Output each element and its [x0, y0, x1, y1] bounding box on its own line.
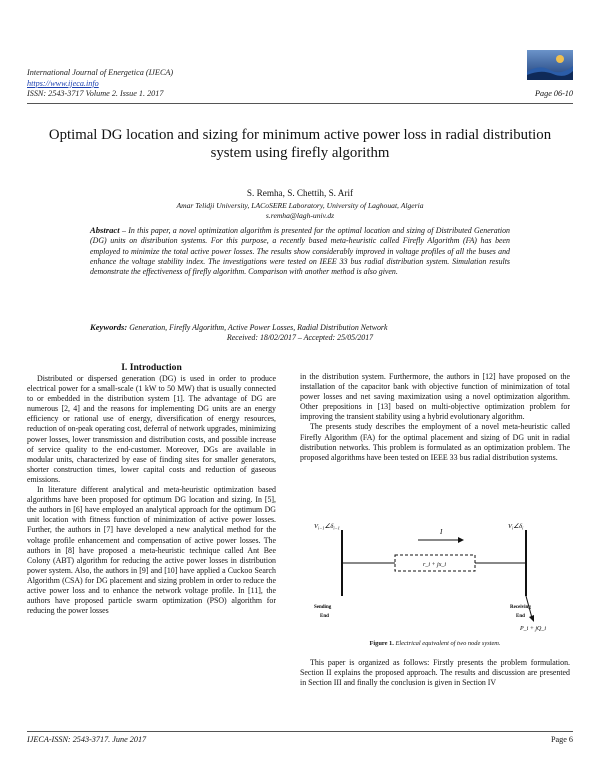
affiliation-block — [0, 201, 600, 220]
footer-page-number: Page 6 — [550, 735, 573, 744]
journal-url-link[interactable]: https://www.ijeca.info — [27, 78, 99, 88]
footer-rule — [27, 731, 573, 732]
intro-paragraph-3: in the distribution system. Furthermore, the authors in [12] have proposed on the installation of the capacitor bank with objective function of minimization of total power losses and net saving maximization using a novel optimization algorithm. Other prepositions in [13] based on multi-objective optimization problem for improving the transient stability using a hybrid evolutionary algorithm. — [300, 372, 570, 422]
voltage-left-label: $V_{i-1}\angle\delta_{i-1}$ — [314, 523, 340, 531]
received-accepted-dates: Received: 18/02/2017 – Accepted: 25/05/2017 — [226, 333, 374, 342]
keywords-text: Generation, Firefly Algorithm, Active Power Losses, Radial Distribution Network — [127, 323, 388, 332]
figure-two-node-system — [300, 516, 570, 634]
journal-header — [27, 68, 573, 100]
paper-authors: S. Remha, S. Chettih, S. Arif — [246, 188, 354, 198]
load-arrowhead — [529, 615, 534, 622]
current-arrowhead — [458, 537, 464, 543]
right-column-bottom — [300, 658, 570, 688]
receiving-label: Receiving — [510, 605, 531, 610]
figure-caption-label: Figure 1. — [369, 640, 394, 647]
footer-issn: IJECA-ISSN: 2543-3717. June 2017 — [27, 735, 147, 744]
keywords-label: Keywords: — [90, 322, 128, 332]
sending-end-label: End — [320, 614, 329, 619]
abstract — [90, 225, 510, 277]
journal-name: International Journal of Energetica (IJECA) — [27, 68, 174, 77]
page-range: Page 06-10 — [535, 89, 573, 98]
abstract-label: Abstract — [90, 225, 120, 235]
abstract-text: – In this paper, a novel optimization algorithm is presented for the optimal location and sizing of Distributed Generation (DG) units on distribution systems. For this purpose, a recently based meta-heuristic called Firefly Algorithm (FA) has been employed to minimize the total active power losses. The results show considerably improved in voltage profiles of all the buses and enhance the voltage stability index. The investigations were tested on IEEE 33 bus radial distribution system. Simulation results demonstrate the effectiveness of firefly algorithm. Comparison with another method is also given. — [90, 226, 510, 277]
load-label: P_i + jQ_i — [520, 626, 547, 632]
header-rule — [27, 103, 573, 104]
figure-caption-text: Electrical equivalent of two node system. — [395, 640, 501, 647]
impedance-label: r_i + jx_i — [423, 562, 447, 568]
figure-caption — [300, 640, 570, 647]
right-column — [300, 372, 570, 463]
author-email: s.remha@lagh-univ.dz — [265, 210, 335, 220]
intro-paragraph-5: This paper is organized as follows: Firstly presents the problem formulation. Section II explains the proposed approach. The results and discussion are presented in Section III and finally the conclusion is given in Section IV — [300, 658, 570, 688]
paper-title: Optimal DG location and sizing for minimum active power loss in radial distribution system using firefly algorithm — [48, 127, 552, 161]
intro-paragraph-1: Distributed or dispersed generation (DG) is used in order to produce electrical power for a small-scale (1 kW to 50 MW) that is usually connected to or embedded in the distribution system [1]. The advantage of DG are numerous [2, 4] and the reasons for implementing DG units are an energy efficiency or rational use of energy, diversification of energy resources, reduction of on-peak operating cost, deferral of network upgrades, minimizing power losses, lower transmission and distribution costs, and possible increase of service quality to the end-customer. Moreover, DGs are available in modular units, characterized by ease of finding sites for smaller generators, shorter construction times, lower capital costs and reduction of gaseous emissions. — [27, 374, 276, 484]
left-column — [27, 362, 276, 616]
voltage-right-label: $V_i\angle\delta_i$ — [508, 523, 524, 531]
affiliation: Amar Telidji University, LACoSERE Laboratory, University of Laghouat, Algeria — [176, 201, 424, 210]
receiving-end-label: End — [516, 614, 525, 619]
intro-paragraph-2: In literature different analytical and meta-heuristic optimization based algorithms have been proposed for optimum DG location and sizing. In [5], the authors in [6] have employed an analytical approach for the optimum DG unit location with fitness function of minimization of active power losses. Further, the authors in [7] have developed a new analytical method for the voltage profile enhancement and compensation of active power losses. The authors in [8] have proposed a meta-heuristic technique called Ant Bee Colony (ABT) algorithm for reducing the active power losses in distribution power system. Also, the authors in [9] and [10] have applied a Cuckoo Search Algorithm (CSA) for DG placement and sizing problem in order to reduce the active power loss and to enhance the network voltage profile. In [11], the authors have proposed particle swarm optimization (PSO) algorithm for reducing the power losses — [27, 485, 276, 616]
sending-label: Sending — [314, 605, 332, 610]
keywords — [90, 322, 510, 333]
journal-logo-icon — [527, 50, 573, 80]
intro-paragraph-4: The presents study describes the employment of a novel meta-heuristic called Firefly Algorithm (FA) for the optimal placement and sizing of DG unit in radial distribution networks. This problem is formulated as an optimization problem. The proposed algorithms have been tested on IEEE 33 bus radial distribution systems. — [300, 422, 570, 462]
current-label: I — [440, 528, 443, 536]
issn-line: ISSN: 2543-3717 Volume 2. Issue 1. 2017 — [27, 89, 164, 98]
section-heading-introduction: I. Introduction — [121, 362, 182, 373]
